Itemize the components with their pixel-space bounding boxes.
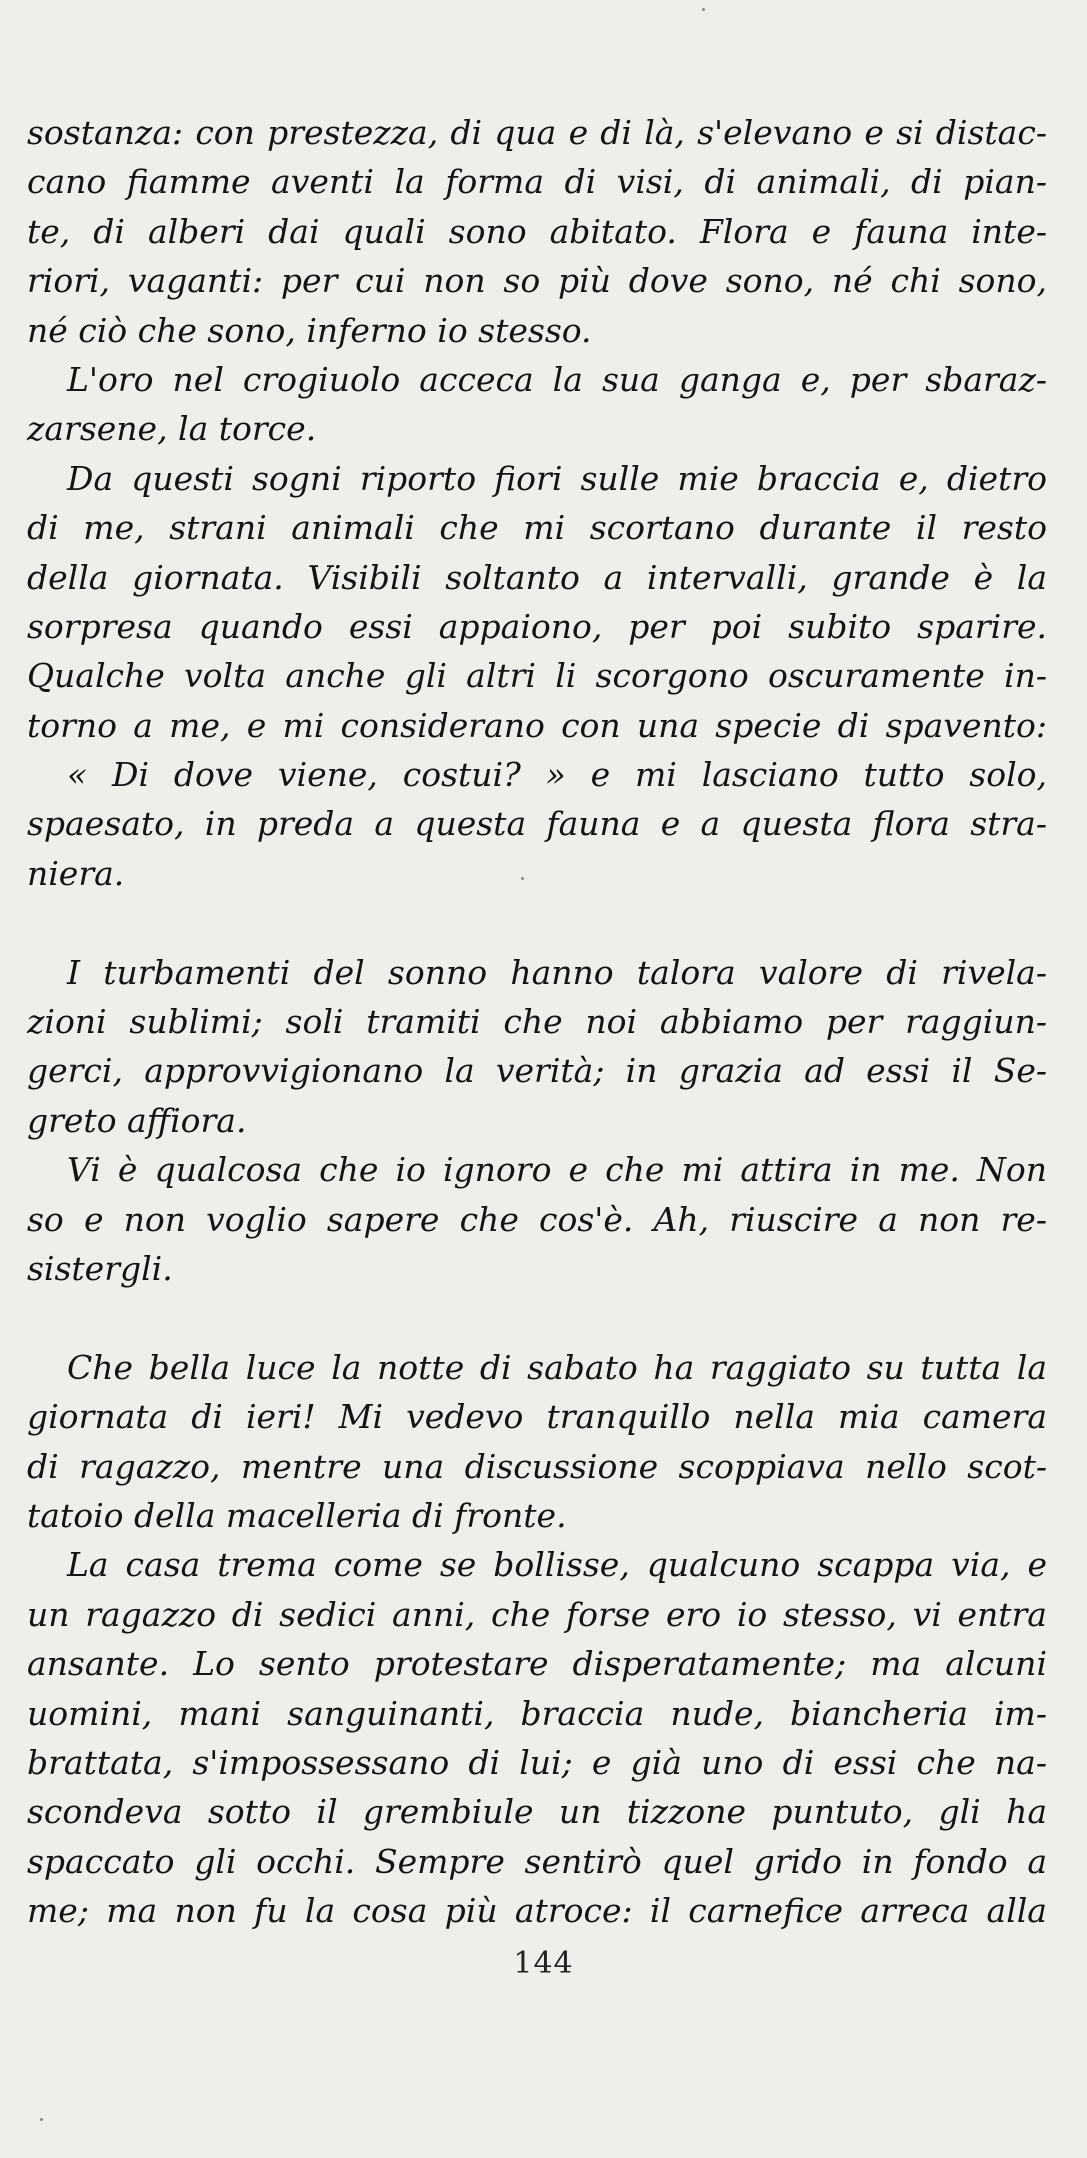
text-line: gerci, approvvigionano la verità; in grazia ad essi il Se- bbox=[27, 1051, 1047, 1091]
text-line: scondeva sotto il grembiule un tizzone puntuto, gli ha bbox=[27, 1792, 1047, 1832]
section-break bbox=[27, 898, 1047, 947]
text-line: un ragazzo di sedici anni, che forse ero io stesso, vi entra bbox=[27, 1594, 1047, 1634]
text-line: ansante. Lo sento protestare disperatamente; ma alcuni bbox=[27, 1644, 1047, 1684]
text-line: L'oro nel crogiuolo acceca la sua ganga e, per sbaraz- bbox=[67, 359, 1047, 399]
text-line: torno a me, e mi considerano con una specie di spavento: bbox=[27, 705, 1047, 745]
body-text bbox=[27, 108, 1047, 1935]
text-line: Vi è qualcosa che io ignoro e che mi attira in me. Non bbox=[67, 1150, 1047, 1190]
text-line: sistergli. bbox=[27, 1248, 173, 1288]
text-line: « Di dove viene, costui? » e mi lasciano tutto solo, bbox=[67, 755, 1047, 795]
text-line: Qualche volta anche gli altri li scorgono oscuramente in- bbox=[27, 656, 1047, 696]
text-line: spaesato, in preda a questa fauna e a questa flora stra- bbox=[27, 804, 1047, 844]
paper-speck bbox=[40, 2118, 43, 2121]
text-line: tatoio della macelleria di fronte. bbox=[27, 1495, 567, 1535]
text-line: Che bella luce la notte di sabato ha raggiato su tutta la bbox=[67, 1347, 1047, 1387]
text-line: riori, vaganti: per cui non so più dove sono, né chi sono, bbox=[27, 261, 1047, 301]
text-line: sorpresa quando essi appaiono, per poi subito sparire. bbox=[27, 606, 1047, 646]
section-break bbox=[27, 1293, 1047, 1342]
text-line: cano fiamme aventi la forma di visi, di animali, di pian- bbox=[27, 162, 1047, 202]
text-line: zarsene, la torce. bbox=[27, 409, 317, 449]
text-line: me; ma non fu la cosa più atroce: il carnefice arreca alla bbox=[27, 1891, 1047, 1931]
text-line: della giornata. Visibili soltanto a intervalli, grande è la bbox=[27, 557, 1047, 597]
text-line: zioni sublimi; soli tramiti che noi abbiamo per raggiun- bbox=[27, 1002, 1047, 1042]
text-line: brattata, s'impossessano di lui; e già uno di essi che na- bbox=[27, 1742, 1047, 1782]
text-line: spaccato gli occhi. Sempre sentirò quel grido in fondo a bbox=[27, 1841, 1047, 1881]
text-line: greto affiora. bbox=[27, 1100, 247, 1140]
text-line: giornata di ieri! Mi vedevo tranquillo nella mia camera bbox=[27, 1397, 1047, 1437]
paper-speck bbox=[521, 877, 524, 880]
text-line: Da questi sogni riporto fiori sulle mie braccia e, dietro bbox=[67, 458, 1047, 498]
text-line: di me, strani animali che mi scortano durante il resto bbox=[27, 508, 1047, 548]
text-line: I turbamenti del sonno hanno talora valore di rivela- bbox=[67, 952, 1047, 992]
text-line: di ragazzo, mentre una discussione scoppiava nello scot- bbox=[27, 1446, 1047, 1486]
paper-speck bbox=[702, 8, 705, 11]
text-line: né ciò che sono, inferno io stesso. bbox=[27, 310, 592, 350]
text-line: te, di alberi dai quali sono abitato. Flora e fauna inte- bbox=[27, 211, 1047, 251]
text-line: niera. bbox=[27, 853, 125, 893]
text-line: La casa trema come se bollisse, qualcuno scappa via, e bbox=[67, 1545, 1047, 1585]
text-line: uomini, mani sanguinanti, braccia nude, biancheria im- bbox=[27, 1693, 1047, 1733]
text-line: sostanza: con prestezza, di qua e di là, s'elevano e si distac- bbox=[27, 113, 1047, 152]
text-line: so e non voglio sapere che cos'è. Ah, riuscire a non re- bbox=[27, 1199, 1047, 1239]
page-number: 144 bbox=[513, 1946, 574, 1981]
